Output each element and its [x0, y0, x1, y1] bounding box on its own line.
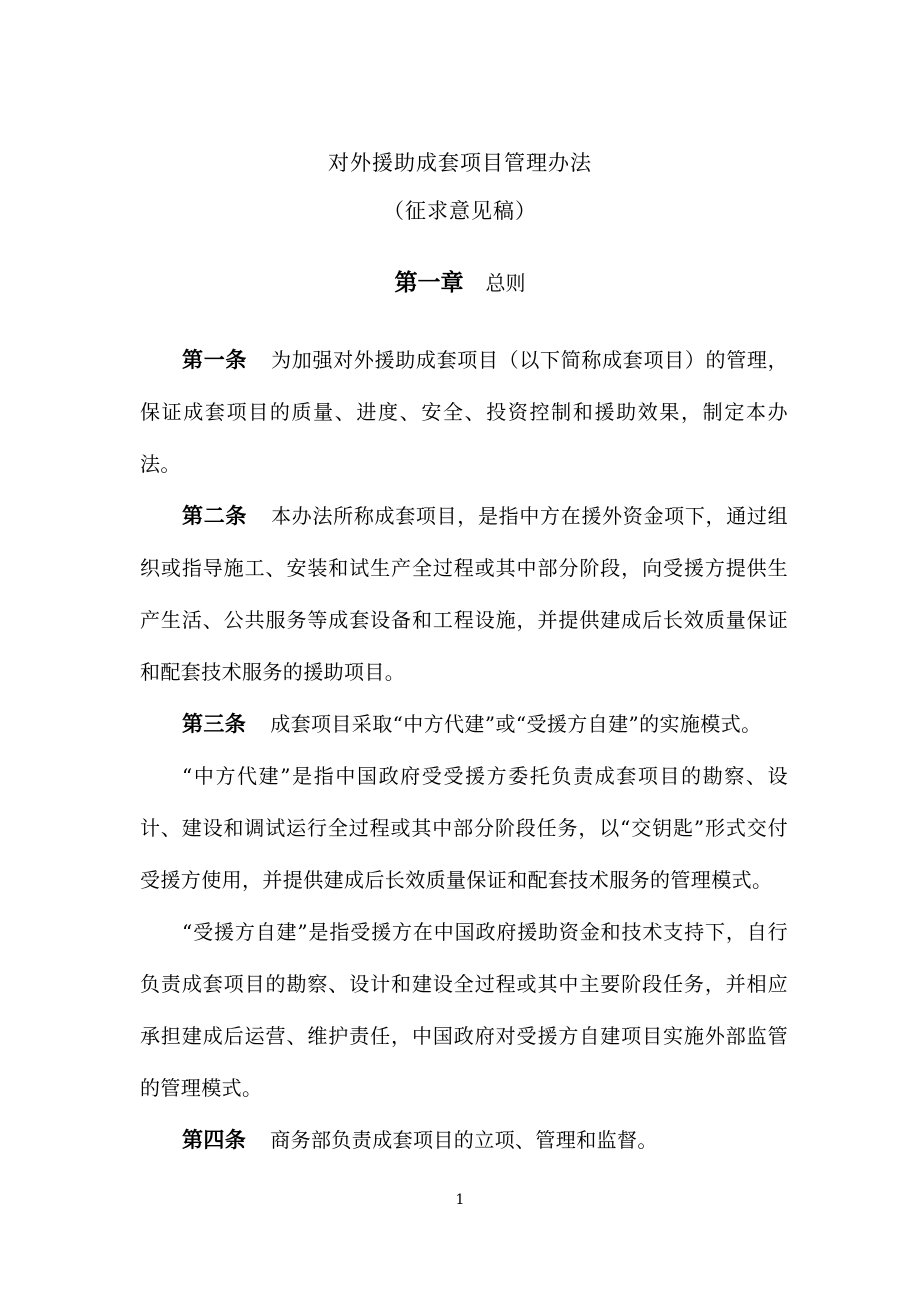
article-paragraph [140, 490, 788, 698]
article-number: 第四条 [182, 1128, 247, 1152]
document-title: 对外援助成套项目管理办法 [328, 151, 592, 175]
body-paragraph [140, 906, 788, 1114]
article-paragraph [140, 1114, 788, 1166]
article-number: 第三条 [182, 712, 247, 736]
document-body [140, 334, 788, 1166]
chapter-number: 第一章 [394, 270, 464, 296]
article-number: 第一条 [182, 348, 248, 372]
page-number: 1 [455, 1192, 465, 1208]
article-paragraph [140, 698, 788, 750]
article-text: 成套项目采取“中方代建”或“受援方自建”的实施模式。 [270, 712, 762, 736]
paragraph-text: “受援方自建”是指受援方在中国政府援助资金和技术支持下，自行负责成套项目的勘察、设计和建设全过程或其中主要阶段任务，并相应承担建成后运营、维护责任，中国政府对受援方自建项目实施外部监管的管理模式。 [140, 920, 788, 1100]
chapter-heading [0, 266, 920, 300]
article-number: 第二条 [182, 504, 248, 528]
chapter-name: 总则 [485, 271, 526, 295]
article-text: 本办法所称成套项目，是指中方在援外资金项下，通过组织或指导施工、安装和试生产全过程或其中部分阶段，向受援方提供生产生活、公共服务等成套设备和工程设施，并提供建成后长效质量保证和配套技术服务的援助项目。 [140, 504, 789, 684]
paragraph-text: “中方代建”是指中国政府受受援方委托负责成套项目的勘察、设计、建设和调试运行全过程或其中部分阶段任务，以“交钥匙”形式交付受援方使用，并提供建成后长效质量保证和配套技术服务的管理模式。 [140, 764, 788, 892]
article-text: 为加强对外援助成套项目（以下简称成套项目）的管理，保证成套项目的质量、进度、安全、投资控制和援助效果，制定本办法。 [140, 348, 789, 476]
article-text: 商务部负责成套项目的立项、管理和监督。 [270, 1128, 658, 1152]
body-paragraph [140, 750, 788, 906]
article-paragraph [140, 334, 788, 490]
document-subtitle: （征求意见稿） [383, 199, 537, 223]
